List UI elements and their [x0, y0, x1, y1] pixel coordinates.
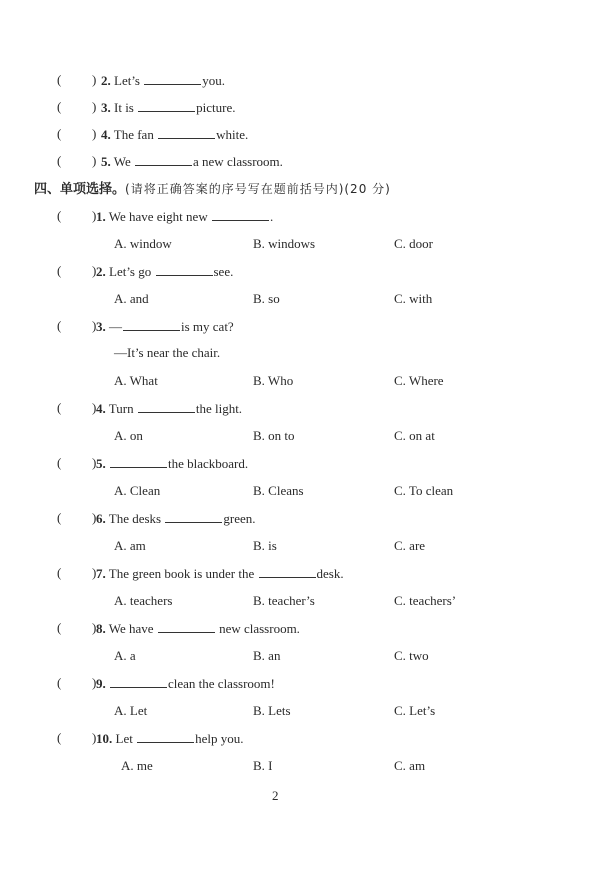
question-text: . — [269, 209, 274, 224]
option-c[interactable]: C. with — [394, 291, 433, 306]
item-number: 3. — [101, 100, 111, 115]
question-number: 3. — [96, 319, 106, 334]
answer-paren-close: ) — [92, 565, 97, 580]
question-number: 10. — [96, 731, 113, 746]
option-a[interactable]: A. Clean — [114, 483, 161, 498]
option-b[interactable]: B. Lets — [253, 703, 291, 718]
item-text: Let’s — [114, 73, 144, 88]
item-number: 2. — [101, 73, 111, 88]
answer-paren-open[interactable]: ( — [57, 72, 62, 87]
answer-paren-close: ) — [92, 620, 97, 635]
answer-paren-open[interactable]: ( — [57, 620, 62, 635]
item-text: a new classroom. — [193, 154, 283, 169]
question-text: Let’s go — [109, 264, 155, 279]
option-c[interactable]: C. Where — [394, 373, 444, 388]
answer-blank[interactable] — [259, 565, 316, 578]
question-text: We have eight new — [108, 209, 211, 224]
question-number: 9. — [96, 676, 106, 691]
answer-paren-open[interactable]: ( — [57, 565, 62, 580]
section-instruction: (请将正确答案的序号写在题前括号内)(20 分) — [125, 182, 391, 196]
answer-paren-close: ) — [92, 263, 97, 278]
question-text: the blackboard. — [168, 456, 249, 471]
answer-paren-close: ) — [92, 72, 97, 87]
answer-blank[interactable] — [165, 510, 222, 523]
question-text: Turn — [108, 401, 137, 416]
option-b[interactable]: B. Who — [253, 373, 294, 388]
option-c[interactable]: C. To clean — [394, 483, 454, 498]
option-b[interactable]: B. is — [253, 538, 277, 553]
answer-paren-open[interactable]: ( — [57, 510, 62, 525]
answer-paren-open[interactable]: ( — [57, 730, 62, 745]
item-text: picture. — [196, 100, 236, 115]
answer-paren-close: ) — [92, 126, 97, 141]
question-number: 8. — [96, 621, 106, 636]
option-a[interactable]: A. teachers — [114, 593, 173, 608]
answer-paren-open[interactable]: ( — [57, 208, 62, 223]
option-c[interactable]: C. on at — [394, 428, 435, 443]
option-c[interactable]: C. two — [394, 648, 429, 663]
option-c[interactable]: C. door — [394, 236, 433, 251]
option-b[interactable]: B. I — [253, 758, 273, 773]
item-text: We — [113, 154, 135, 169]
question-number: 7. — [96, 566, 106, 581]
answer-paren-close: ) — [92, 208, 97, 223]
answer-blank[interactable] — [138, 99, 195, 112]
answer-paren-close: ) — [92, 400, 97, 415]
option-b[interactable]: B. windows — [253, 236, 316, 251]
question-3-reply: —It’s near the chair. — [114, 345, 221, 360]
answer-paren-close: ) — [92, 153, 97, 168]
question-text: clean the classroom! — [168, 676, 275, 691]
option-b[interactable]: B. teacher’s — [253, 593, 315, 608]
answer-blank[interactable] — [110, 455, 167, 468]
option-a[interactable]: A. What — [114, 373, 158, 388]
question-text: the light. — [195, 401, 243, 416]
answer-blank[interactable] — [156, 263, 213, 276]
question-number: 4. — [96, 401, 106, 416]
item-number: 5. — [101, 154, 111, 169]
option-c[interactable]: C. Let’s — [394, 703, 436, 718]
item-text: The fan — [113, 127, 158, 142]
option-a[interactable]: A. am — [114, 538, 146, 553]
answer-paren-close: ) — [92, 675, 97, 690]
option-c[interactable]: C. are — [394, 538, 426, 553]
option-a[interactable]: A. me — [121, 758, 153, 773]
item-text: you. — [202, 73, 225, 88]
question-number: 6. — [96, 511, 106, 526]
answer-paren-open[interactable]: ( — [57, 126, 62, 141]
question-text: The desks — [108, 511, 165, 526]
answer-paren-open[interactable]: ( — [57, 153, 62, 168]
item-text: It is — [114, 100, 138, 115]
item-text: white. — [216, 127, 249, 142]
question-number: 1. — [96, 209, 106, 224]
answer-paren-open[interactable]: ( — [57, 318, 62, 333]
question-text: help you. — [195, 731, 244, 746]
answer-blank[interactable] — [135, 153, 192, 166]
answer-blank[interactable] — [212, 208, 269, 221]
answer-blank[interactable] — [123, 318, 180, 331]
option-a[interactable]: A. and — [114, 291, 149, 306]
answer-paren-close: ) — [92, 318, 97, 333]
option-c[interactable]: C. teachers’ — [394, 593, 457, 608]
question-text: see. — [213, 264, 234, 279]
answer-blank[interactable] — [110, 675, 167, 688]
option-b[interactable]: B. Cleans — [253, 483, 304, 498]
answer-paren-close: ) — [92, 510, 97, 525]
option-a[interactable]: A. window — [114, 236, 172, 251]
answer-paren-open[interactable]: ( — [57, 455, 62, 470]
answer-paren-open[interactable]: ( — [57, 99, 62, 114]
option-c[interactable]: C. am — [394, 758, 426, 773]
question-text: The green book is under the — [108, 566, 258, 581]
item-number: 4. — [101, 127, 111, 142]
answer-paren-close: ) — [92, 455, 97, 470]
page-number: 2 — [272, 788, 279, 803]
answer-paren-open[interactable]: ( — [57, 263, 62, 278]
question-text: We have — [108, 621, 157, 636]
section-heading — [34, 181, 391, 198]
question-text: Let — [115, 731, 137, 746]
option-b[interactable]: B. so — [253, 291, 280, 306]
question-text: — — [109, 319, 122, 334]
answer-blank[interactable] — [158, 620, 215, 633]
option-b[interactable]: B. on to — [253, 428, 295, 443]
question-text: new classroom. — [215, 621, 300, 636]
answer-blank[interactable] — [144, 72, 201, 85]
answer-paren-open[interactable]: ( — [57, 675, 62, 690]
answer-paren-close: ) — [92, 730, 97, 745]
question-number: 2. — [96, 264, 106, 279]
answer-paren-close: ) — [92, 99, 97, 114]
option-a[interactable]: A. Let — [114, 703, 148, 718]
answer-paren-open[interactable]: ( — [57, 400, 62, 415]
question-text: green. — [223, 511, 256, 526]
answer-blank[interactable] — [138, 400, 195, 413]
option-b[interactable]: B. an — [253, 648, 281, 663]
question-text: desk. — [316, 566, 344, 581]
option-a[interactable]: A. on — [114, 428, 143, 443]
option-a[interactable]: A. a — [114, 648, 136, 663]
question-text: is my cat? — [181, 319, 234, 334]
section-title: 四、单项选择。 — [34, 182, 126, 197]
question-number: 5. — [96, 456, 106, 471]
answer-blank[interactable] — [137, 730, 194, 743]
answer-blank[interactable] — [158, 126, 215, 139]
